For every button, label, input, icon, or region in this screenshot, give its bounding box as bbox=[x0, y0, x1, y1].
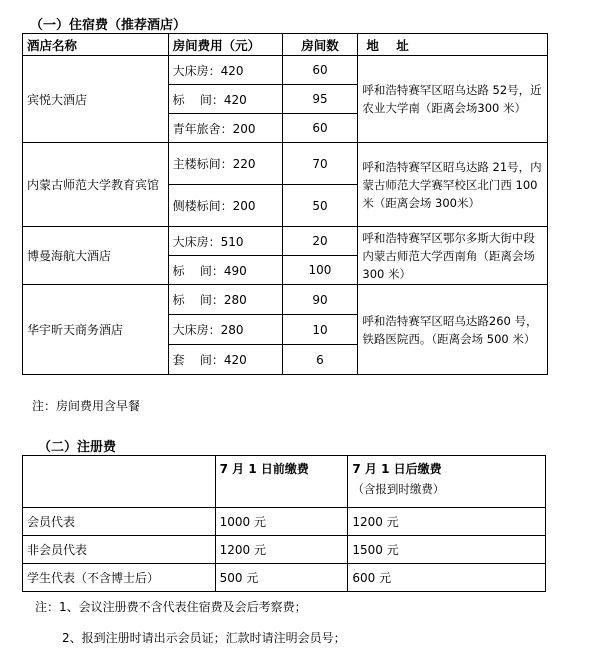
hotel-address: 呼和浩特赛罕区鄂尔多斯大街中段内蒙古师范大学西南角（距离会场 300 米） bbox=[358, 227, 548, 285]
room-type: 标 间：420 bbox=[168, 85, 282, 114]
section1-note: 注：房间费用含早餐 bbox=[32, 399, 141, 413]
room-count: 10 bbox=[282, 315, 358, 345]
fee-header-empty bbox=[23, 456, 216, 508]
fee-row-after: 1500 元 bbox=[348, 536, 546, 564]
fee-row-label: 会员代表 bbox=[23, 508, 216, 536]
header-address: 地 址 bbox=[358, 34, 548, 56]
room-count: 60 bbox=[282, 114, 358, 143]
section1-title: （一）住宿费（推荐酒店） bbox=[30, 18, 187, 33]
room-count: 70 bbox=[282, 143, 358, 185]
fee-row-before: 1000 元 bbox=[215, 508, 348, 536]
section2-title: （二）注册费 bbox=[38, 440, 117, 455]
hotel-address: 呼和浩特赛罕区昭乌达路260 号，铁路医院西。（距离会场 500 米） bbox=[358, 285, 548, 375]
fee-header-before: 7 月 1 日前缴费 bbox=[215, 456, 348, 508]
fee-row-before: 500 元 bbox=[215, 564, 348, 592]
section2-note-1: 注：1、会议注册费不含代表住宿费及会后考察费； bbox=[35, 600, 307, 614]
section2-note-2: 2、报到注册时请出示会员证；汇款时请注明会员号； bbox=[62, 631, 346, 645]
hotel-address: 呼和浩特赛罕区昭乌达路 21号，内蒙古师范大学赛罕校区北门西 100 米（距离会场 300米） bbox=[358, 143, 548, 227]
room-type: 标 间：490 bbox=[168, 256, 282, 285]
hotel-table bbox=[22, 33, 548, 375]
room-type: 套 间：420 bbox=[168, 345, 282, 375]
fee-row-before: 1200 元 bbox=[215, 536, 348, 564]
room-type: 标 间：280 bbox=[168, 285, 282, 315]
fee-header-after: 7 月 1 日后缴费 bbox=[352, 462, 442, 476]
hotel-name: 宾悦大酒店 bbox=[23, 56, 169, 143]
room-count: 20 bbox=[282, 227, 358, 256]
fee-header-after-cell bbox=[348, 456, 546, 508]
room-type: 主楼标间：220 bbox=[168, 143, 282, 185]
fee-row-after: 1200 元 bbox=[348, 508, 546, 536]
room-count: 100 bbox=[282, 256, 358, 285]
room-type: 大床房：420 bbox=[168, 56, 282, 85]
room-count: 95 bbox=[282, 85, 358, 114]
hotel-name: 华宇昕天商务酒店 bbox=[23, 285, 169, 375]
room-type: 大床房：510 bbox=[168, 227, 282, 256]
fee-row-label: 学生代表（不含博士后） bbox=[23, 564, 216, 592]
hotel-address: 呼和浩特赛罕区昭乌达路 52号，近农业大学南（距离会场300 米） bbox=[358, 56, 548, 143]
room-type: 侧楼标间：200 bbox=[168, 185, 282, 227]
room-count: 50 bbox=[282, 185, 358, 227]
fee-row-after: 600 元 bbox=[348, 564, 546, 592]
room-type: 大床房：280 bbox=[168, 315, 282, 345]
header-hotel-name: 酒店名称 bbox=[23, 34, 169, 56]
header-room-count: 房间数 bbox=[282, 34, 358, 56]
hotel-name: 博曼海航大酒店 bbox=[23, 227, 169, 285]
room-count: 60 bbox=[282, 56, 358, 85]
registration-fee-table bbox=[22, 455, 546, 592]
room-type: 青年旅舍：200 bbox=[168, 114, 282, 143]
fee-header-after-sub: （含报到时缴费） bbox=[352, 482, 445, 496]
hotel-name: 内蒙古师范大学教育宾馆 bbox=[23, 143, 169, 227]
header-room-fee: 房间费用（元） bbox=[168, 34, 282, 56]
room-count: 6 bbox=[282, 345, 358, 375]
room-count: 90 bbox=[282, 285, 358, 315]
fee-row-label: 非会员代表 bbox=[23, 536, 216, 564]
